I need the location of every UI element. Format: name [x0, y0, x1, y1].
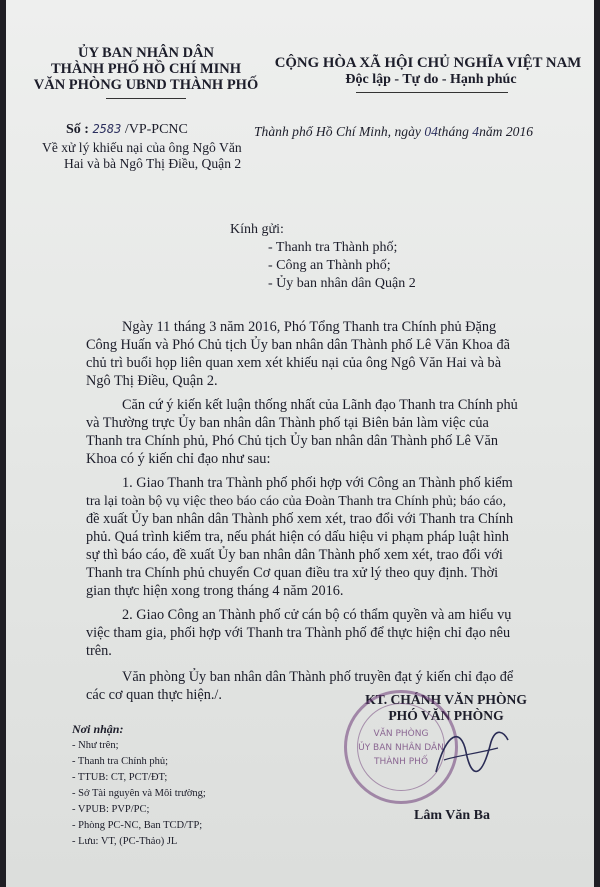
p5-line2: các cơ quan thực hiện./. [86, 687, 222, 703]
right-header-underline [356, 92, 508, 93]
p2-line2: và Thường trực Ủy ban nhân dân Thành phố tại Biên bản làm việc của [86, 415, 489, 431]
footer-recipient-3: - TTUB: CT, PCT/ĐT; [72, 772, 168, 783]
recipient-1: - Thanh tra Thành phố; [268, 240, 398, 255]
footer-recipient-1: - Như trên; [72, 740, 119, 751]
signer-name: Lâm Văn Ba [414, 808, 490, 823]
recipient-2: - Công an Thành phố; [268, 258, 391, 273]
place-date-place: Thành phố Hồ Chí Minh, ngày [254, 124, 421, 139]
p2-line4: Khoa có ý kiến chỉ đạo như sau: [86, 451, 271, 467]
p4-line2: việc tham gia, phối hợp với Thanh tra Thành phố để thực hiện chỉ đạo nêu [86, 625, 511, 641]
footer-recipient-2: - Thanh tra Chính phủ; [72, 756, 169, 767]
p2-line1: Căn cứ ý kiến kết luận thống nhất của Lãnh đạo Thanh tra Chính phủ [122, 397, 518, 413]
footer-recipients-title: Nơi nhận: [72, 722, 124, 736]
seal-text-line3: THÀNH PHỐ [373, 757, 429, 767]
national-motto: Độc lập - Tự do - Hạnh phúc [345, 72, 517, 87]
footer-recipient-4: - Sở Tài nguyên và Môi trường; [72, 788, 206, 799]
place-date-month-label: tháng [437, 124, 469, 139]
subject-line2: Hai và bà Ngô Thị Điều, Quận 2 [64, 156, 242, 171]
p1-line3: chủ trì buổi họp liên quan xem xét khiếu nại của ông Ngô Văn Hai và bà [86, 355, 502, 371]
agency-name-line3: VĂN PHÒNG UBND THÀNH PHỐ [33, 77, 259, 93]
subject-line1: Về xử lý khiếu nại của ông Ngô Văn [42, 140, 242, 155]
place-date-year: năm 2016 [479, 124, 534, 139]
p5-line1: Văn phòng Ủy ban nhân dân Thành phố truyền đạt ý kiến chỉ đạo để [122, 669, 514, 685]
left-header-underline [106, 98, 186, 99]
p4-line1: 2. Giao Công an Thành phố cử cán bộ có thẩm quyền và am hiểu vụ [122, 607, 512, 623]
doc-number [66, 122, 188, 138]
p3-line2: tra lại toàn bộ vụ việc theo báo cáo của Đoàn Thanh tra Chính phủ; báo cáo, [86, 493, 507, 508]
place-date-month: 4 [472, 124, 480, 139]
recipient-3: - Ủy ban nhân dân Quận 2 [268, 276, 416, 291]
p2-line3: Thanh tra Chính phủ, Phó Chủ tịch Ủy ban nhân dân Thành phố Lê Văn [86, 433, 499, 449]
p3-line7: gian thực hiện xong trong tháng 4 năm 2016. [86, 583, 344, 599]
doc-number-value: 2583 [92, 122, 122, 136]
greeting: Kính gửi: [230, 222, 284, 237]
place-date-day: 04 [424, 124, 438, 139]
p1-line2: Công Huấn và Phó Chủ tịch Ủy ban nhân dân Thành phố Lê Văn Khoa đã [86, 337, 510, 353]
signature-title-2: PHÓ VĂN PHÒNG [388, 708, 504, 723]
national-title: CỘNG HÒA XÃ HỘI CHỦ NGHĨA VIỆT NAM [274, 55, 582, 71]
footer-recipient-5: - VPUB: PVP/PC; [72, 804, 150, 815]
p3-line4: phủ. Quá trình kiểm tra, nếu phát hiện có dấu hiệu vi phạm pháp luật hình [86, 529, 509, 545]
agency-name-line2: THÀNH PHỐ HỒ CHÍ MINH [50, 61, 242, 77]
p4-line3: trên. [86, 643, 112, 659]
agency-name-line1: ỦY BAN NHÂN DÂN [77, 45, 214, 61]
seal-text-line1: VĂN PHÒNG [373, 729, 429, 739]
footer-recipient-7: - Lưu: VT, (PC-Thảo) JL [72, 836, 178, 847]
signature-title-1: KT. CHÁNH VĂN PHÒNG [365, 692, 527, 707]
p3-line1: 1. Giao Thanh tra Thành phố phối hợp với Công an Thành phố kiểm [122, 475, 513, 491]
p3-line5: sự thì báo cáo, đề xuất Ủy ban nhân dân Thành phố xem xét, trao đổi với [86, 547, 503, 563]
p3-line3: đề xuất Ủy ban nhân dân Thành phố xem xét, trao đổi với Thanh tra Chính [86, 511, 514, 527]
place-date [254, 124, 533, 140]
handwritten-signature [426, 712, 516, 792]
doc-number-label: Số : [66, 122, 89, 137]
document-page [6, 0, 594, 887]
seal-text-line2: ỦY BAN NHÂN DÂN [358, 743, 444, 753]
p1-line1: Ngày 11 tháng 3 năm 2016, Phó Tổng Thanh tra Chính phủ Đặng [122, 319, 497, 335]
doc-number-suffix: /VP-PCNC [124, 122, 188, 137]
p3-line6: Thanh tra Chính phủ chuyển Cơ quan điều tra xử lý theo quy định. Thời [86, 565, 499, 581]
p1-line4: Ngô Thị Điều, Quận 2. [86, 373, 218, 389]
footer-recipient-6: - Phòng PC-NC, Ban TCD/TP; [72, 820, 203, 831]
